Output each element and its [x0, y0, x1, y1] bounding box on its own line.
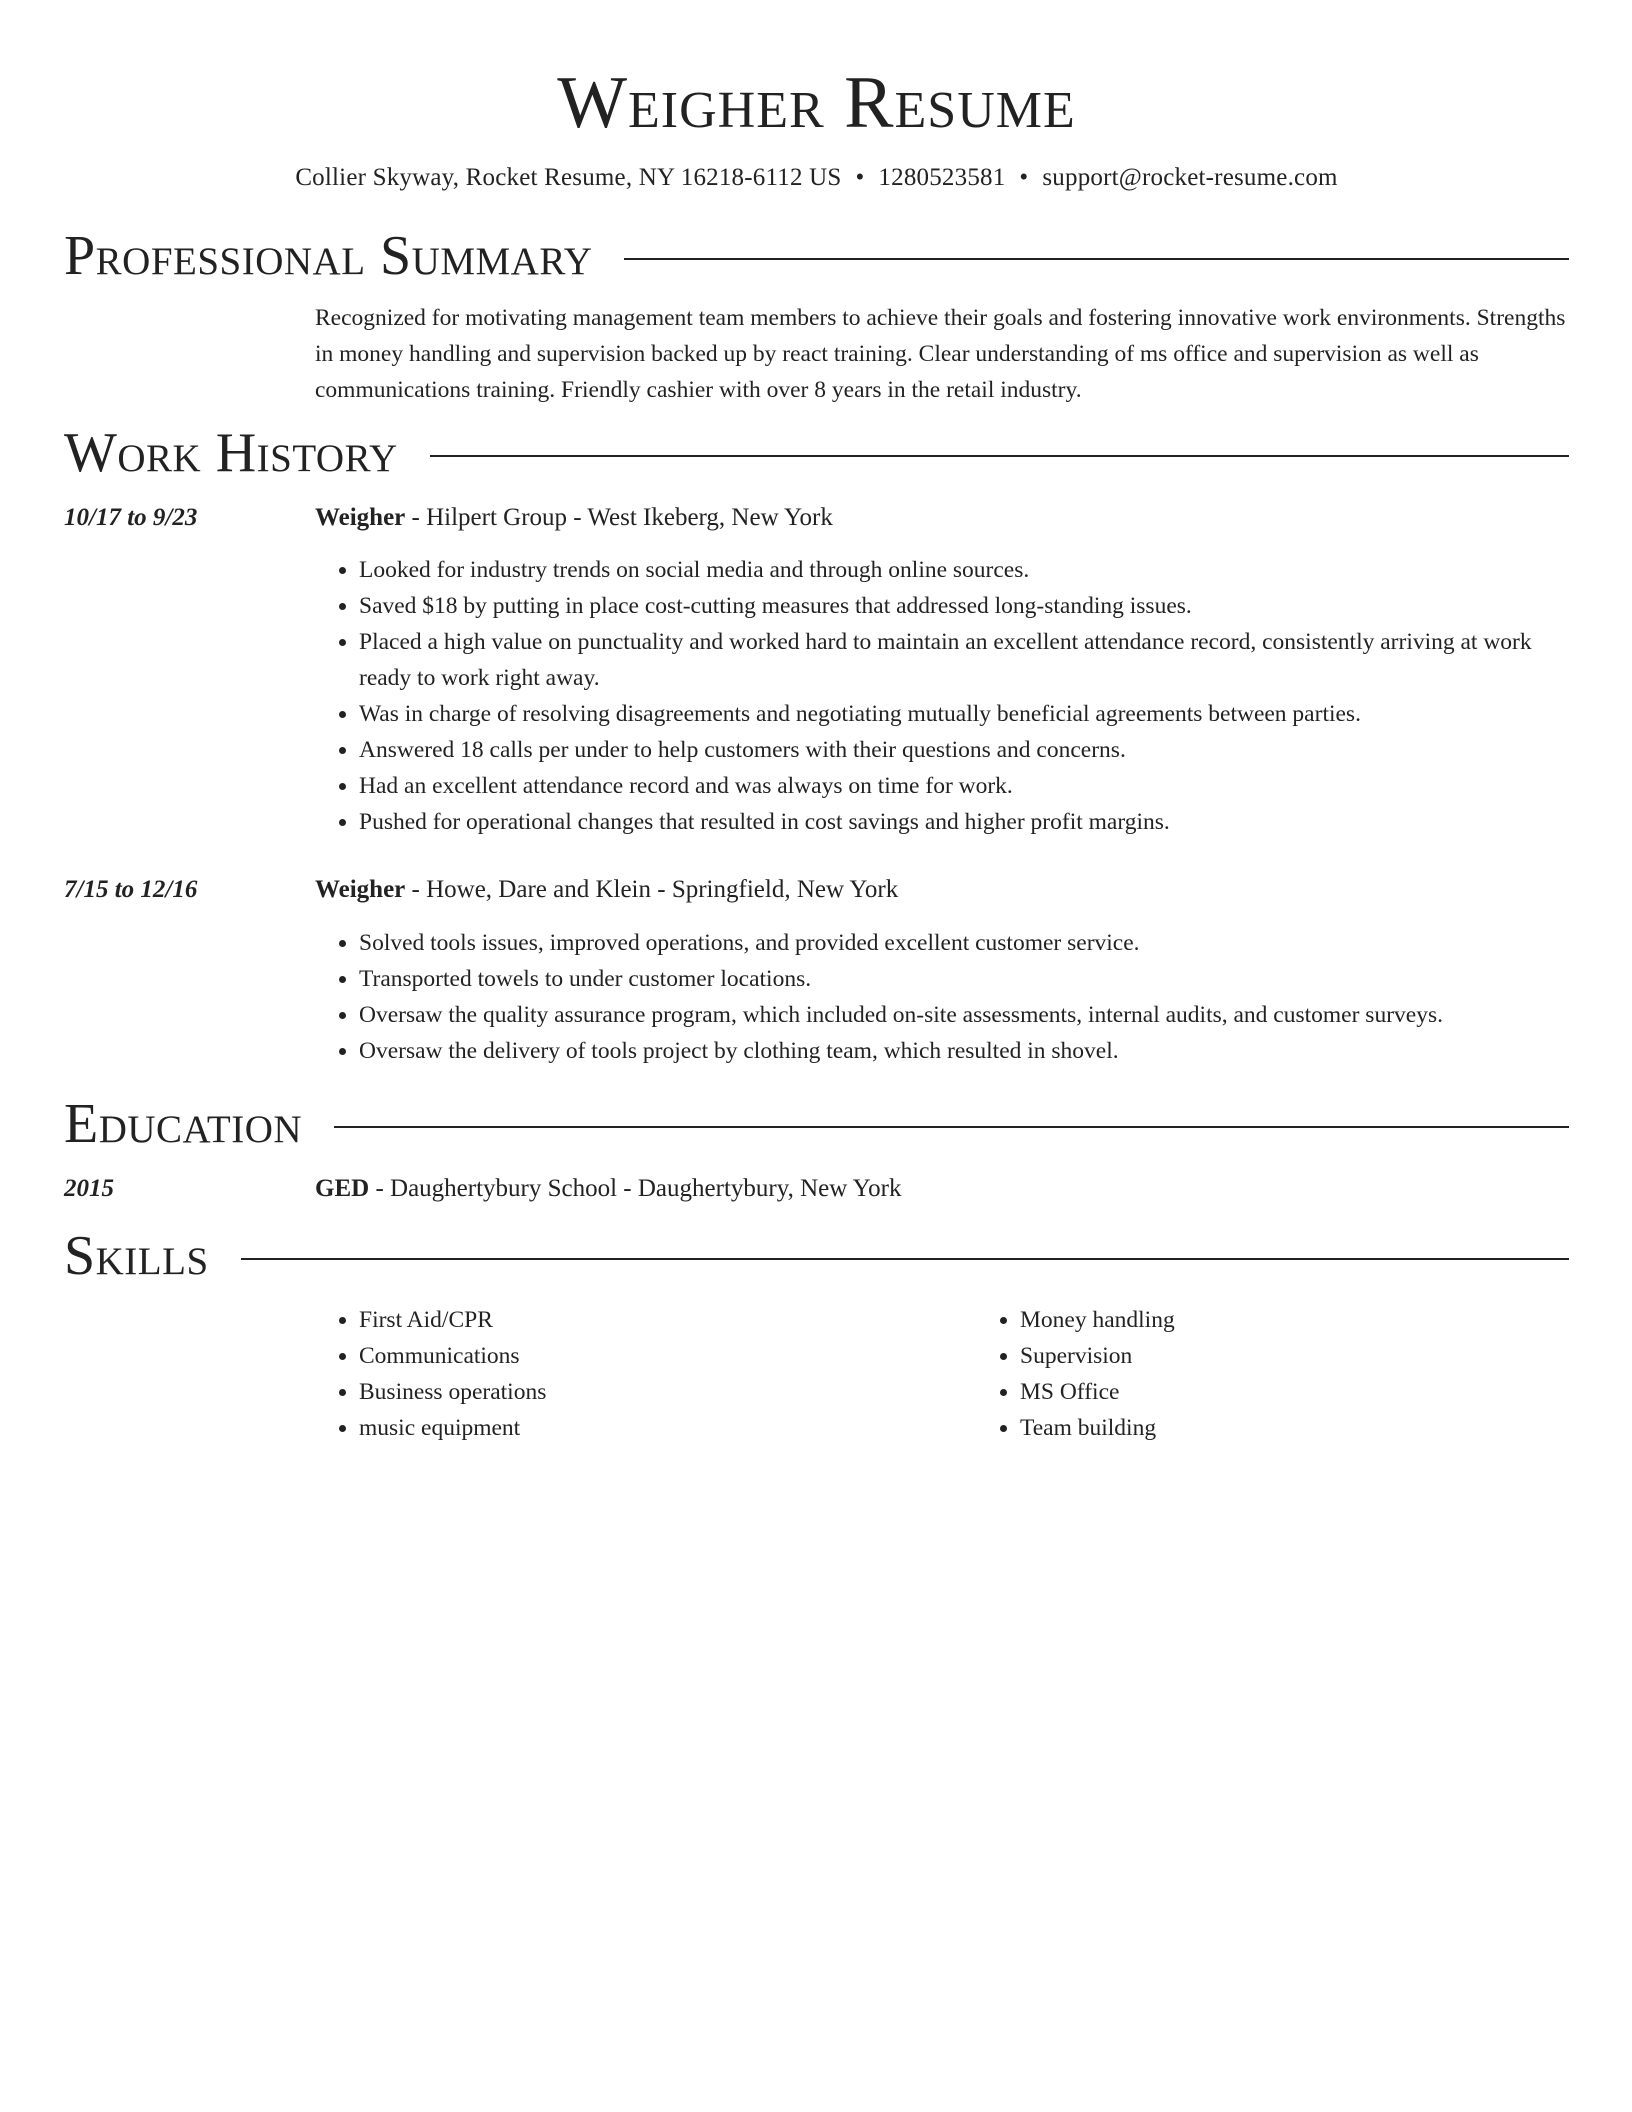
- work-history-heading: Work History: [64, 422, 398, 484]
- job-entry: [64, 500, 1569, 840]
- skills-heading: Skills: [64, 1225, 209, 1287]
- skill-item: • Supervision: [1020, 1338, 1632, 1374]
- job-details: - Hilpert Group - West Ikeberg, New York: [405, 504, 833, 531]
- job-bullet: • Oversaw the delivery of tools project by clothing team, which resulted in shovel.: [359, 1033, 1569, 1069]
- job-bullets: [315, 925, 1569, 1069]
- education-heading: Education: [64, 1093, 303, 1155]
- skills-section-header: [64, 1221, 1569, 1291]
- job-bullet: • Oversaw the quality assurance program, which included on-site assessments, internal audits, and customer surveys.: [359, 997, 1569, 1033]
- job-heading: [315, 500, 1569, 536]
- contact-email: support@rocket-resume.com: [1042, 164, 1338, 191]
- summary-content: [315, 300, 1569, 408]
- job-heading: [315, 872, 1569, 908]
- job-bullet: • Looked for industry trends on social media and through online sources.: [359, 552, 1569, 588]
- education-body: [315, 1171, 1569, 1207]
- job-bullet: • Pushed for operational changes that resulted in cost savings and higher profit margins.: [359, 804, 1569, 840]
- contact-phone: 1280523581: [878, 164, 1006, 191]
- work-history-section-header: [64, 418, 1569, 488]
- job-bullet: • Had an excellent attendance record and was always on time for work.: [359, 768, 1569, 804]
- job-dates: 10/17 to 9/23: [64, 504, 198, 531]
- section-divider: [624, 258, 1569, 260]
- skills-column-left: [315, 1302, 976, 1446]
- skill-item: • First Aid/CPR: [359, 1302, 976, 1338]
- summary-section-header: [64, 221, 1569, 291]
- education-year: 2015: [64, 1175, 114, 1202]
- contact-separator: •: [1019, 164, 1029, 191]
- resume-title: Weigher Resume: [557, 62, 1076, 144]
- job-bullet: • Solved tools issues, improved operations, and provided excellent customer service.: [359, 925, 1569, 961]
- job-bullets: [315, 552, 1569, 840]
- skills-column-right: [976, 1302, 1632, 1446]
- education-section-header: [64, 1089, 1569, 1159]
- education-degree: GED: [315, 1175, 370, 1202]
- section-divider: [241, 1258, 1569, 1260]
- summary-heading: Professional Summary: [64, 225, 593, 287]
- skill-item: • Business operations: [359, 1374, 976, 1410]
- job-title: Weigher: [315, 876, 406, 903]
- skill-item: • Team building: [1020, 1410, 1632, 1446]
- job-bullet: • Saved $18 by putting in place cost-cutting measures that addressed long-standing issues.: [359, 588, 1569, 624]
- job-title: Weigher: [315, 504, 406, 531]
- job-body: [315, 500, 1569, 840]
- resume-page: [64, 0, 1569, 1446]
- job-bullet: • Placed a high value on punctuality and worked hard to maintain an excellent attendance record, consistently arriving at work ready to work right away.: [359, 624, 1569, 696]
- section-divider: [334, 1126, 1569, 1128]
- job-details: - Howe, Dare and Klein - Springfield, New York: [405, 876, 899, 903]
- contact-separator: •: [855, 164, 865, 191]
- contact-line: [64, 162, 1569, 194]
- skill-item: • Money handling: [1020, 1302, 1632, 1338]
- summary-text: Recognized for motivating management team members to achieve their goals and fostering innovative work environments. Strengths in money handling and supervision backed up by react training. Clear understanding of ms office and supervision as well as communications training. Friendly cashier with over 8 years in the retail industry.: [315, 305, 1566, 403]
- job-bullet: • Transported towels to under customer locations.: [359, 961, 1569, 997]
- section-divider: [430, 455, 1569, 457]
- skill-item: • Communications: [359, 1338, 976, 1374]
- education-details: - Daughertybury School - Daughertybury, New York: [369, 1175, 902, 1202]
- job-entry: [64, 872, 1569, 1069]
- job-bullet: • Was in charge of resolving disagreements and negotiating mutually beneficial agreements between parties.: [359, 696, 1569, 732]
- job-dates: 7/15 to 12/16: [64, 876, 198, 903]
- education-heading-line: [315, 1171, 1569, 1207]
- skills-list: [315, 1302, 1569, 1446]
- skill-item: • music equipment: [359, 1410, 976, 1446]
- education-entry: [64, 1171, 1569, 1207]
- skill-item: • MS Office: [1020, 1374, 1632, 1410]
- contact-address: Collier Skyway, Rocket Resume, NY 16218-6112 US: [295, 164, 842, 191]
- job-bullet: • Answered 18 calls per under to help customers with their questions and concerns.: [359, 732, 1569, 768]
- job-body: [315, 872, 1569, 1069]
